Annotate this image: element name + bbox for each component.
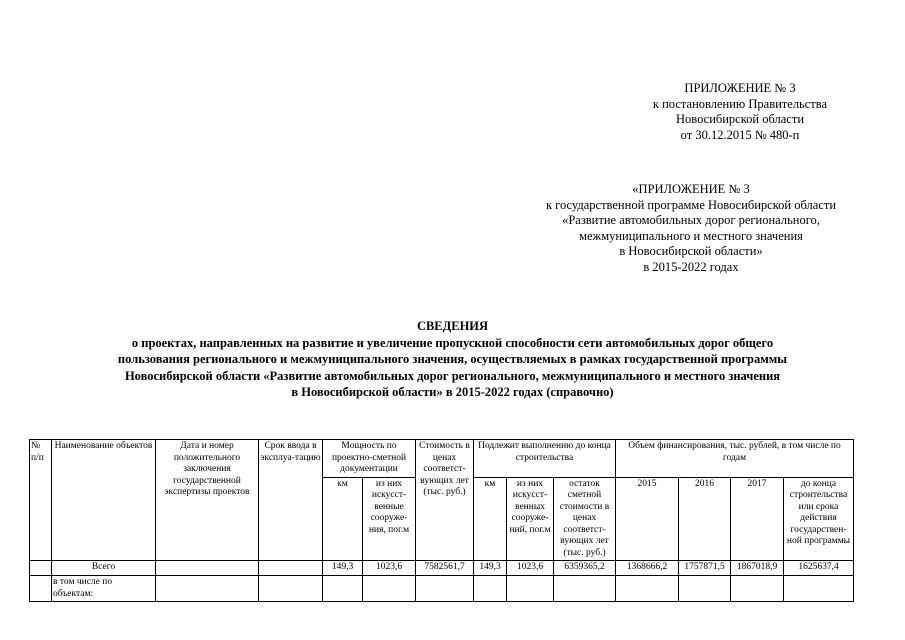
- table-cell: [323, 576, 363, 602]
- projects-table: [29, 439, 854, 602]
- total-2016: 1757871,5: [679, 561, 731, 576]
- program-header: [505, 182, 877, 275]
- table-cell: [784, 576, 854, 602]
- table-row-subtotal: [30, 576, 854, 602]
- program-line: к государственной программе Новосибирской области: [545, 197, 837, 212]
- header-artificial-structures: из них искусст-венные сооруже-ния, пог.м: [363, 477, 416, 561]
- total-cost: 7582561,7: [416, 561, 474, 576]
- header-year-2016: 2016: [679, 477, 731, 561]
- program-line: в 2015-2022 годах: [643, 259, 739, 274]
- table-cell: [363, 576, 416, 602]
- table-cell: [507, 576, 554, 602]
- header-to-end: до конца строительства или срока действия государствен-ной программы: [784, 477, 854, 561]
- table-cell: [259, 576, 323, 602]
- header-year-2017: 2017: [731, 477, 784, 561]
- total-label: Всего: [52, 561, 156, 576]
- total-km: 149,3: [323, 561, 363, 576]
- total-2017: 1867018,9: [731, 561, 784, 576]
- table-cell: [30, 561, 52, 576]
- header-year-2015: 2015: [616, 477, 679, 561]
- heading-title: СВЕДЕНИЯ: [416, 319, 489, 333]
- table-cell: [731, 576, 784, 602]
- program-line: в Новосибирской области»: [619, 244, 763, 258]
- total-2015: 1368666,2: [616, 561, 679, 576]
- subtotal-label: в том числе по объектам:: [52, 576, 156, 602]
- table-cell: [679, 576, 731, 602]
- table-cell: [259, 561, 323, 576]
- table-cell: [156, 576, 259, 602]
- appendix-line: к постановлению Правительства: [652, 96, 828, 111]
- header-artificial-structures-remaining: из них искусст-венных сооруже-ний, пог.м: [507, 477, 554, 561]
- table-row-total: [30, 561, 854, 576]
- document-heading: [20, 318, 885, 401]
- header-km: км: [323, 477, 363, 561]
- header-name: Наименование объектов: [52, 440, 156, 561]
- appendix-line: Новосибирской области: [675, 112, 805, 126]
- total-to-end: 1625637,4: [784, 561, 854, 576]
- heading-line: пользования регионального и межмуниципального значения, осуществляемых в рамках государственной программы: [117, 352, 788, 366]
- heading-line: в Новосибирской области» в 2015-2022 годах (справочно): [291, 385, 614, 399]
- header-remaining: Подлежит выполнению до конца строительства: [474, 440, 616, 478]
- total-km-remaining: 149,3: [474, 561, 507, 576]
- table-cell: [30, 576, 52, 602]
- header-num: № п/п: [30, 440, 52, 561]
- table-cell: [416, 576, 474, 602]
- program-line: «ПРИЛОЖЕНИЕ № 3: [632, 182, 750, 196]
- program-line: «Развитие автомобильных дорог регионального,: [562, 213, 820, 227]
- appendix-header: [600, 81, 880, 143]
- heading-line: о проектах, направленных на развитие и увеличение пропускной способности сети автомобильных дорог общего: [131, 335, 774, 350]
- header-financing: Объем финансирования, тыс. рублей, в том числе по годам: [616, 440, 854, 478]
- header-expertise-date: Дата и номер положительного заключения государственной экспертизы проектов: [156, 440, 259, 561]
- program-line: межмуниципального и местного значения: [579, 228, 803, 243]
- appendix-line: от 30.12.2015 № 480-п: [680, 127, 800, 142]
- header-capacity: Мощность по проектно-сметной документации: [323, 440, 416, 478]
- table-cell: [156, 561, 259, 576]
- total-balance: 6359365,2: [554, 561, 616, 576]
- header-commissioning-term: Срок ввода в эксплуа-тацию: [259, 440, 323, 561]
- appendix-line: ПРИЛОЖЕНИЕ № 3: [684, 81, 796, 95]
- table-cell: [474, 576, 507, 602]
- header-cost: Стоимость в ценах соответст-вующих лет (тыс. руб.): [416, 440, 474, 561]
- header-balance: остаток сметной стоимости в ценах соответст-вующих лет (тыс. руб.): [554, 477, 616, 561]
- total-artificial-remaining: 1023,6: [507, 561, 554, 576]
- table-cell: [616, 576, 679, 602]
- total-artificial: 1023,6: [363, 561, 416, 576]
- table-cell: [554, 576, 616, 602]
- header-km-remaining: км: [474, 477, 507, 561]
- heading-line: Новосибирской области «Развитие автомобильных дорог регионального, межмуниципального и местного значения: [124, 368, 781, 383]
